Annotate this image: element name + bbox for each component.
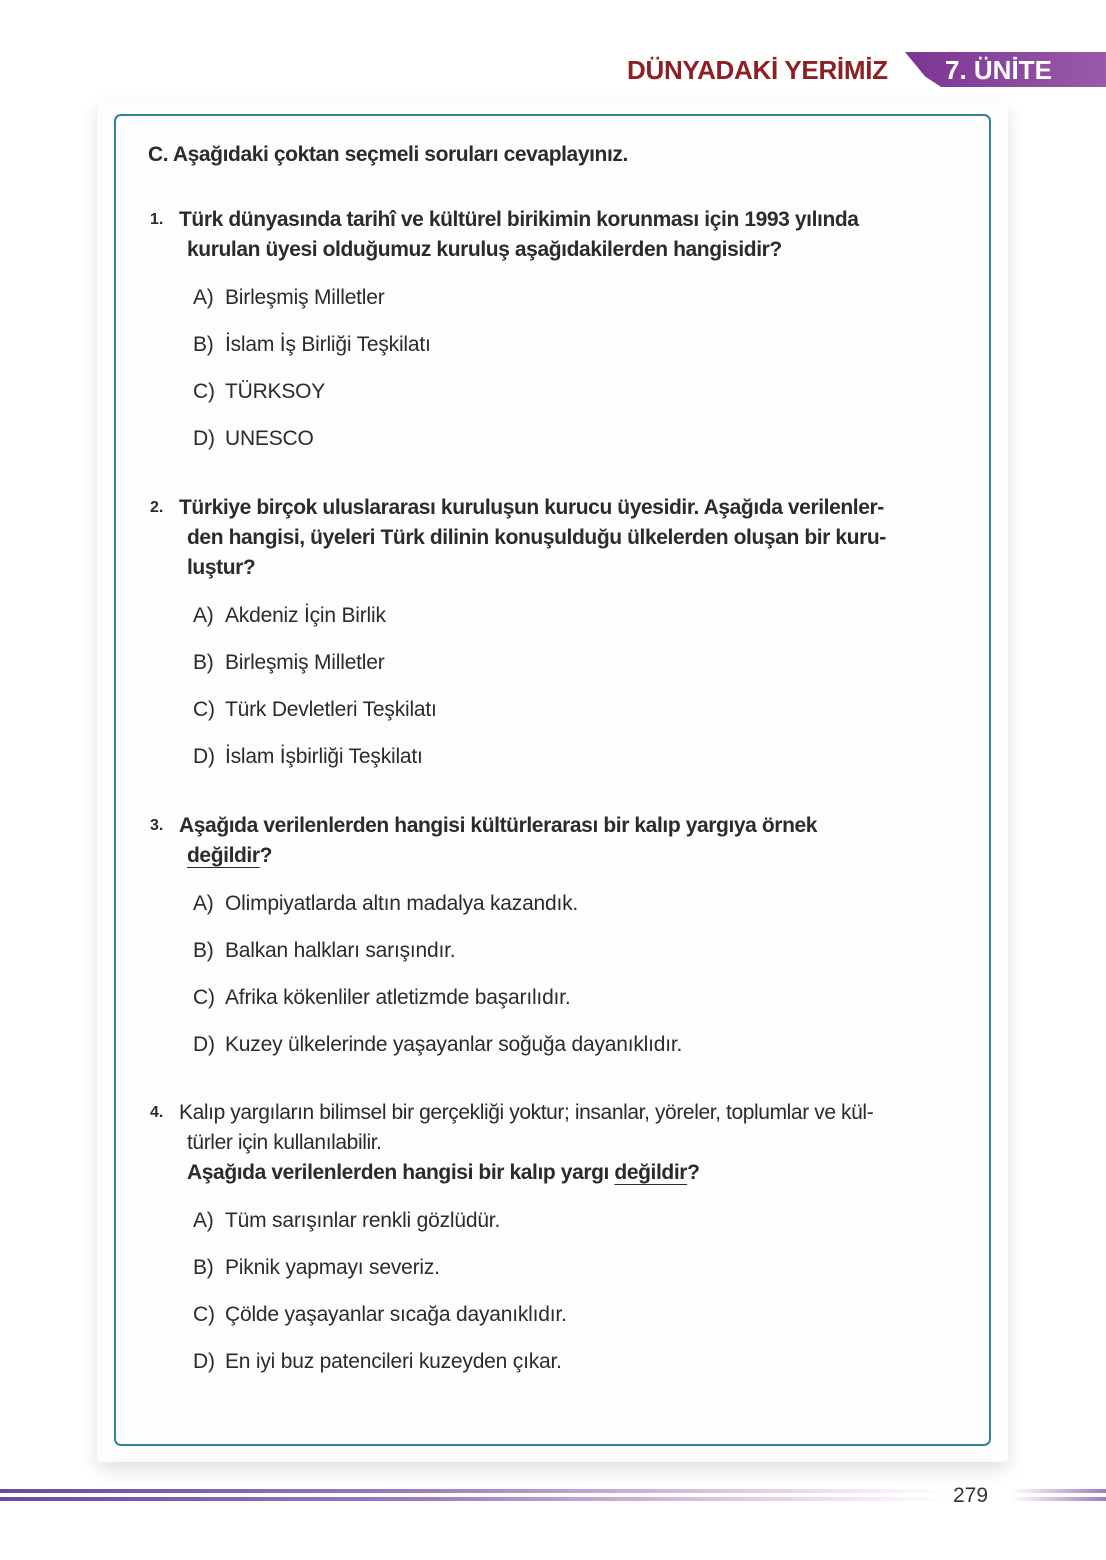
option-text: Türk Devletleri Teşkilatı: [225, 698, 437, 721]
stem-text: kurulan üyesi olduğumuz kuruluş aşağıdakilerden hangisidir?: [187, 238, 782, 261]
option-label: B): [193, 651, 214, 674]
stem-text: ?: [259, 844, 273, 867]
answer-option[interactable]: [150, 974, 980, 1021]
option-label: C): [193, 698, 215, 721]
option-label: A): [193, 1209, 214, 1232]
question-stem-line: [150, 493, 980, 523]
option-label: D): [193, 427, 215, 450]
option-label: C): [193, 986, 215, 1009]
option-text: Kuzey ülkelerinde yaşayanlar soğuğa dayanıklıdır.: [225, 1033, 683, 1056]
question-number: 4.: [150, 1104, 164, 1121]
stem-text: Aşağıda verilenlerden hangisi bir kalıp yargı: [187, 1161, 615, 1184]
option-text: Piknik yapmayı severiz.: [225, 1256, 440, 1279]
option-text: Birleşmiş Milletler: [225, 286, 385, 309]
answer-option[interactable]: [150, 733, 980, 780]
option-text: Balkan halkları sarışındır.: [225, 939, 456, 962]
question-stem-line: [150, 553, 980, 583]
question-stem-line: [150, 235, 980, 265]
answer-option[interactable]: [150, 1197, 980, 1244]
answer-option[interactable]: [150, 274, 980, 321]
answer-option[interactable]: [150, 415, 980, 462]
option-text: Birleşmiş Milletler: [225, 651, 385, 674]
option-text: İslam İşbirliği Teşkilatı: [225, 745, 423, 768]
answer-option[interactable]: [150, 592, 980, 639]
question-4: [150, 1098, 980, 1385]
option-label: A): [193, 286, 214, 309]
question-stem-line: [150, 523, 980, 553]
option-text: İslam İş Birliği Teşkilatı: [225, 333, 431, 356]
option-label: B): [193, 939, 214, 962]
footer-rule: [1010, 1489, 1106, 1493]
stem-text: ?: [687, 1161, 700, 1184]
question-stem-line: [150, 205, 980, 235]
stem-text: Aşağıda verilenlerden hangisi kültürlerarası bir kalıp yargıya örnek: [179, 814, 818, 837]
question-number: 3.: [150, 817, 164, 834]
answer-option[interactable]: [150, 880, 980, 927]
option-label: D): [193, 1350, 215, 1373]
answer-option[interactable]: [150, 321, 980, 368]
answer-option[interactable]: [150, 1244, 980, 1291]
option-text: Olimpiyatlarda altın madalya kazandık.: [225, 892, 579, 915]
answer-option[interactable]: [150, 927, 980, 974]
option-text: Afrika kökenliler atletizmde başarılıdır.: [225, 986, 571, 1009]
stem-text: Kalıp yargıların bilimsel bir gerçekliği yoktur; insanlar, yöreler, toplumlar ve kül-: [179, 1101, 874, 1124]
footer-rule: [0, 1489, 950, 1493]
stem-text: luştur?: [187, 556, 256, 579]
section-heading: C. Aşağıdaki çoktan seçmeli soruları cevaplayınız.: [148, 143, 628, 166]
footer-rule: [0, 1497, 950, 1501]
option-label: C): [193, 1303, 215, 1326]
answer-option[interactable]: [150, 1021, 980, 1068]
answer-option[interactable]: [150, 686, 980, 733]
emphasized-word: değildir: [614, 1161, 688, 1184]
option-label: A): [193, 892, 214, 915]
question-3: [150, 811, 980, 1068]
option-label: D): [193, 745, 215, 768]
answer-options: [150, 1197, 980, 1385]
answer-option[interactable]: [150, 368, 980, 415]
option-text: En iyi buz patencileri kuzeyden çıkar.: [225, 1350, 562, 1373]
footer-rule: [1010, 1497, 1106, 1501]
stem-text: türler için kullanılabilir.: [187, 1131, 382, 1154]
answer-options: [150, 592, 980, 780]
option-label: D): [193, 1033, 215, 1056]
stem-text: Türkiye birçok uluslararası kuruluşun kurucu üyesidir. Aşağıda verilenler-: [179, 496, 884, 519]
unit-tab-label: 7. ÜNİTE: [945, 55, 1052, 85]
option-label: B): [193, 333, 214, 356]
answer-option[interactable]: [150, 1291, 980, 1338]
stem-text: den hangisi, üyeleri Türk dilinin konuşulduğu ülkelerden oluşan bir kuru-: [187, 526, 886, 549]
option-label: A): [193, 604, 214, 627]
emphasized-word: değildir: [187, 844, 260, 867]
answer-options: [150, 274, 980, 462]
question-2: [150, 493, 980, 780]
option-text: Tüm sarışınlar renkli gözlüdür.: [225, 1209, 501, 1232]
answer-option[interactable]: [150, 639, 980, 686]
question-stem-line: [150, 811, 980, 841]
option-text: Akdeniz İçin Birlik: [225, 604, 386, 627]
option-label: B): [193, 1256, 214, 1279]
option-text: TÜRKSOY: [225, 380, 326, 403]
answer-options: [150, 880, 980, 1068]
answer-option[interactable]: [150, 1338, 980, 1385]
stem-text: Türk dünyasında tarihî ve kültürel birikimin korunması için 1993 yılında: [179, 208, 859, 231]
option-text: Çölde yaşayanlar sıcağa dayanıklıdır.: [225, 1303, 567, 1326]
question-stem-line: [150, 1158, 980, 1188]
page-number: 279: [953, 1484, 989, 1507]
option-label: C): [193, 380, 215, 403]
question-stem-line: [150, 1098, 980, 1128]
question-number: 1.: [150, 211, 164, 228]
question-1: [150, 205, 980, 462]
unit-title: DÜNYADAKİ YERİMİZ: [627, 55, 888, 85]
question-stem-line: [150, 1128, 980, 1158]
question-stem-line: [150, 841, 980, 871]
option-text: UNESCO: [225, 427, 314, 450]
question-number: 2.: [150, 499, 164, 516]
